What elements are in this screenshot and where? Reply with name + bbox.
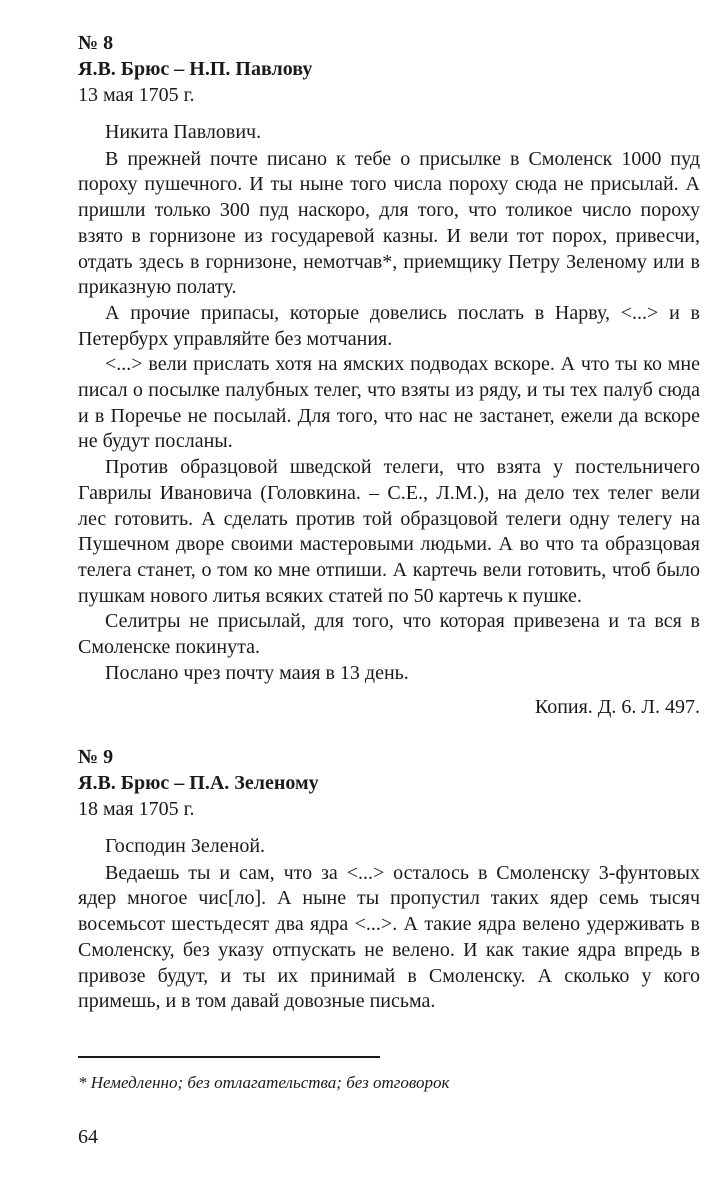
doc8-paragraph: <...> вели прислать хотя на ямских подводах вскоре. А что ты ко мне писал о посылке палубных телег, что взяты из ряду, и ты тех палуб сюда и в Поречье не посылай. Для того, что нас не застанет, ежели да вскоре не будут посланы. [78,353,700,453]
doc8-paragraph: Против образцовой шведской телеги, что взята у постельничего Гаврилы Ивановича (Головкина. – С.Е., Л.М.), на дело тех телег вели лес готовить. А сделать против той образцовой телеги одну телегу на Пушечном дворе своими мастеровыми людьми. А во что та образцовая телега станет, о том ко мне отпиши. А картечь вели готовить, чтоб было пушкам нового литья всяких статей по 50 картечь к пушке. [78,456,700,607]
doc8-salutation: Никита Павлович. [105,121,262,143]
doc9-date: 18 мая 1705 г. [78,798,195,820]
doc8-paragraph: А прочие припасы, которые довелись послать в Нарву, <...> и в Петербурх управляйте без мотчания. [78,301,700,350]
document-9 [78,744,700,1015]
footnote: * Немедленно; без отлагательства; без отговорок [78,1073,450,1092]
doc8-body [78,120,700,686]
doc9-body [78,834,700,1015]
footnote-divider [78,1056,380,1058]
doc8-paragraph: В прежней почте писано к тебе о присылке в Смоленск 1000 пуд пороху пушечного. И ты ныне того числа пороху сюда не присылай. А пришли только 300 пуд наскоро, для того, что толикое число пороху взято в горнизоне из государевой казны. И вели тот порох, привесчи, отдать здесь в горнизоне, немотчав*, приемщику Петру Зеленому или в приказную полату. [78,147,700,299]
doc9-paragraph: Ведаешь ты и сам, что за <...> осталось в Смоленску 3-фунтовых ядер многое чис[ло]. А ныне ты пропустил таких ядер семь тысяч восемьсот шестьдесят два ядра <...>. А такие ядра велено удерживать в Смоленску, без указу отпускать не велено. И как такие ядра впредь в привозе будут, и ты их принимай в Смоленску. А сколько у кого примешь, и в том давай довозные письма. [78,861,700,1013]
doc8-paragraph: Послано чрез почту маия в 13 день. [105,661,409,684]
doc9-address: Я.В. Брюс – П.А. Зеленому [78,772,319,794]
doc8-number: № 8 [78,32,114,54]
doc8-paragraph: Селитры не присылай, для того, что которая привезена и та вся в Смоленске покинута. [78,610,700,659]
doc9-salutation: Господин Зеленой. [105,835,266,857]
doc9-number: № 9 [78,746,114,768]
page-number: 64 [78,1126,98,1148]
doc8-address: Я.В. Брюс – Н.П. Павлову [78,58,313,80]
doc8-source: Копия. Д. 6. Л. 497. [534,696,700,719]
doc8-date: 13 мая 1705 г. [78,84,195,106]
document-8 [78,30,700,720]
